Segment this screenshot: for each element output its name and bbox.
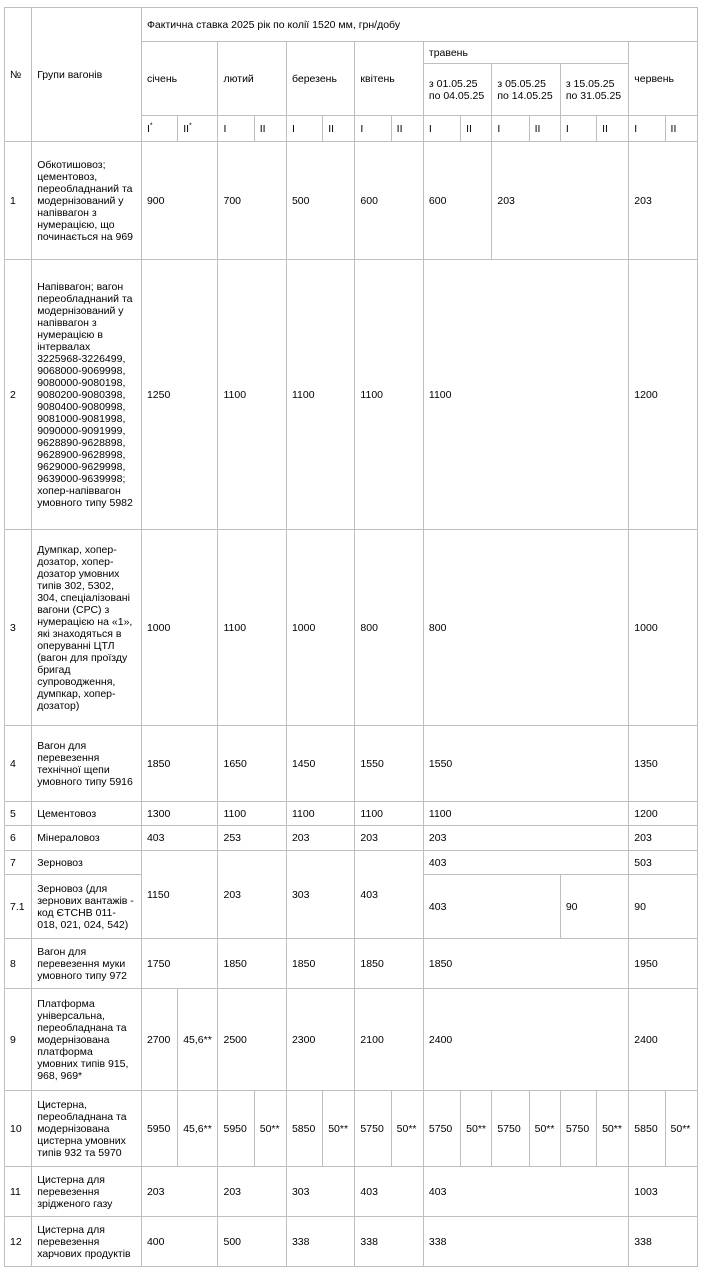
rate-may-period-1-I: 5750 — [423, 1091, 460, 1167]
header-sub-I: I — [218, 116, 254, 142]
rate-may: 1100 — [423, 260, 628, 530]
header-sub-II: II — [665, 116, 697, 142]
rate-feb: 253 — [218, 826, 286, 851]
header-num: № — [5, 8, 32, 142]
rate-jan: 1000 — [141, 530, 218, 726]
rate-jun: 90 — [629, 875, 698, 939]
header-sub-II: II — [391, 116, 423, 142]
rate-apr: 800 — [355, 530, 423, 726]
header-month-feb: лютий — [218, 42, 286, 116]
rate-may-period-1-II: 50** — [461, 1091, 492, 1167]
rate-jun: 338 — [629, 1217, 698, 1267]
rate-apr: 403 — [355, 851, 423, 939]
rate-jun: 1350 — [629, 726, 698, 802]
rate-apr: 1850 — [355, 939, 423, 989]
header-may-period-1: з 01.05.25 по 04.05.25 — [423, 64, 491, 116]
header-sub-II: II* — [178, 116, 218, 142]
footnote-star: * — [149, 122, 153, 129]
rate-may: 1850 — [423, 939, 628, 989]
rate-jun: 1000 — [629, 530, 698, 726]
row-group-name: Зерновоз (для зернових вантажів - код ЄТСНВ 011-018, 021, 024, 542) — [32, 875, 142, 939]
header-sub-I: I — [629, 116, 665, 142]
rate-mar: 1000 — [286, 530, 354, 726]
row-group-name: Напіввагон; вагон переобладнаний та модернізований у напіввагон з нумерацією в інтервалах 3225968-3226499, 9068000-9069998, 9080000-9080198, 9080200-9080398, 9080400-9080998, 9081000-9081998, 9090000-9091999, 9628890-9628898, 9628900-9628998, 9629000-9629998, 9639000-9639998; хопер-напіввагон умовного типу 5982 — [32, 260, 142, 530]
rate-may-period-3: 90 — [560, 875, 628, 939]
rate-jan: 1150 — [141, 851, 218, 939]
header-may-period-3: з 15.05.25 по 31.05.25 — [560, 64, 628, 116]
rate-jan: 1300 — [141, 802, 218, 826]
table-row — [5, 1091, 698, 1167]
rate-jun-I: 5850 — [629, 1091, 665, 1167]
table-row — [5, 939, 698, 989]
row-group-name: Мінераловоз — [32, 826, 142, 851]
header-sub-II: II — [529, 116, 560, 142]
row-num: 12 — [5, 1217, 32, 1267]
rate-feb: 1100 — [218, 802, 286, 826]
table-row — [5, 851, 698, 875]
row-group-name: Цистерна для перевезення зрідженого газу — [32, 1167, 142, 1217]
row-num: 3 — [5, 530, 32, 726]
rate-jun: 1003 — [629, 1167, 698, 1217]
rate-may: 203 — [423, 826, 628, 851]
rate-feb: 2500 — [218, 989, 286, 1091]
rate-jan-I: 5950 — [141, 1091, 177, 1167]
rate-mar: 2300 — [286, 989, 354, 1091]
rate-may: 403 — [423, 1167, 628, 1217]
header-sub-I: I — [423, 116, 460, 142]
rate-jun: 503 — [629, 851, 698, 875]
row-group-name: Платформа універсальна, переобладнана та модернізована платформа умовних типів 915, 968, 969* — [32, 989, 142, 1091]
rate-may: 1550 — [423, 726, 628, 802]
rate-may: 1100 — [423, 802, 628, 826]
row-group-name: Цистерна, переобладнана та модернізована цистерна умовних типів 932 та 5970 — [32, 1091, 142, 1167]
rate-apr-II: 50** — [391, 1091, 423, 1167]
table-row — [5, 802, 698, 826]
rate-may-period-3-II: 50** — [597, 1091, 629, 1167]
rates-table — [4, 7, 698, 1267]
rate-mar: 303 — [286, 1167, 354, 1217]
header-groups: Групи вагонів — [32, 8, 142, 142]
row-num: 10 — [5, 1091, 32, 1167]
rate-feb: 1100 — [218, 260, 286, 530]
rate-mar: 303 — [286, 851, 354, 939]
rate-feb: 1100 — [218, 530, 286, 726]
rate-may: 403 — [423, 851, 628, 875]
footnote-star: * — [189, 122, 192, 129]
header-month-mar: березень — [286, 42, 354, 116]
header-sub-I: I — [492, 116, 529, 142]
row-num: 1 — [5, 142, 32, 260]
rate-apr: 600 — [355, 142, 423, 260]
rate-may-period-2-II: 50** — [529, 1091, 560, 1167]
rate-apr: 1550 — [355, 726, 423, 802]
rate-apr: 2100 — [355, 989, 423, 1091]
rate-jun-II: 50** — [665, 1091, 697, 1167]
rate-apr: 1100 — [355, 260, 423, 530]
header-sub-II: II — [461, 116, 492, 142]
rate-mar-I: 5850 — [286, 1091, 322, 1167]
table-row — [5, 1217, 698, 1267]
header-month-apr: квітень — [355, 42, 423, 116]
row-num: 7 — [5, 851, 32, 875]
rate-mar: 203 — [286, 826, 354, 851]
rate-jan: 900 — [141, 142, 218, 260]
rate-apr: 1100 — [355, 802, 423, 826]
table-row — [5, 142, 698, 260]
rate-jun: 203 — [629, 142, 698, 260]
row-num: 9 — [5, 989, 32, 1091]
page-title: Фактична ставка 2025 рік по колії 1520 мм, грн/добу — [141, 8, 697, 42]
rate-jun: 1200 — [629, 802, 698, 826]
rate-apr-I: 5750 — [355, 1091, 391, 1167]
rate-jan: 1750 — [141, 939, 218, 989]
rate-mar-II: 50** — [323, 1091, 355, 1167]
row-group-name: Думпкар, хопер-дозатор, хопер-дозатор умовних типів 302, 5302, 304, спеціалізовані вагони (СРС) з нумерацією на «1», які знаходяться в оперуванні ЦТЛ (вагон для проїзду бригад супроводження, думпкар, хопер-дозатор) — [32, 530, 142, 726]
rate-feb: 1850 — [218, 939, 286, 989]
rate-jan-I: 2700 — [141, 989, 177, 1091]
rate-may-period-2-I: 5750 — [492, 1091, 529, 1167]
rate-jan-II: 45,6** — [178, 1091, 218, 1167]
rate-jan-II: 45,6** — [178, 989, 218, 1091]
rate-mar: 1450 — [286, 726, 354, 802]
header-sub-I: I — [355, 116, 391, 142]
rate-apr: 403 — [355, 1167, 423, 1217]
row-num: 7.1 — [5, 875, 32, 939]
header-sub-I: I — [560, 116, 596, 142]
rate-apr: 338 — [355, 1217, 423, 1267]
rate-jan: 1250 — [141, 260, 218, 530]
row-group-name: Зерновоз — [32, 851, 142, 875]
row-num: 4 — [5, 726, 32, 802]
table-row — [5, 1167, 698, 1217]
rate-jun: 1200 — [629, 260, 698, 530]
rate-may-period-1-2: 403 — [423, 875, 560, 939]
row-num: 6 — [5, 826, 32, 851]
table-row — [5, 726, 698, 802]
table-row — [5, 530, 698, 726]
header-month-jan: січень — [141, 42, 218, 116]
rate-may-period-1: 600 — [423, 142, 491, 260]
rate-may-period-2-3: 203 — [492, 142, 629, 260]
rate-feb: 203 — [218, 1167, 286, 1217]
rate-mar: 1850 — [286, 939, 354, 989]
rate-jun: 203 — [629, 826, 698, 851]
rate-jan: 203 — [141, 1167, 218, 1217]
rate-jan: 403 — [141, 826, 218, 851]
row-num: 2 — [5, 260, 32, 530]
header-sub-I: I — [286, 116, 322, 142]
row-group-name: Цистерна для перевезення харчових продуктів — [32, 1217, 142, 1267]
row-num: 8 — [5, 939, 32, 989]
rate-feb-II: 50** — [254, 1091, 286, 1167]
rate-jun: 2400 — [629, 989, 698, 1091]
row-group-name: Цементовоз — [32, 802, 142, 826]
header-may-period-2: з 05.05.25 по 14.05.25 — [492, 64, 560, 116]
row-num: 5 — [5, 802, 32, 826]
rate-feb: 500 — [218, 1217, 286, 1267]
header-sub-I: I* — [141, 116, 177, 142]
rate-feb: 203 — [218, 851, 286, 939]
row-group-name: Вагон для перевезення муки умовного типу 972 — [32, 939, 142, 989]
header-sub-II: II — [597, 116, 629, 142]
rate-jan: 400 — [141, 1217, 218, 1267]
rate-may: 2400 — [423, 989, 628, 1091]
table-row — [5, 826, 698, 851]
table-row — [5, 260, 698, 530]
rate-may: 338 — [423, 1217, 628, 1267]
rate-jun: 1950 — [629, 939, 698, 989]
row-num: 11 — [5, 1167, 32, 1217]
rate-feb: 700 — [218, 142, 286, 260]
header-sub-II: II — [323, 116, 355, 142]
rate-mar: 1100 — [286, 802, 354, 826]
rate-jan: 1850 — [141, 726, 218, 802]
table-row — [5, 989, 698, 1091]
rate-may: 800 — [423, 530, 628, 726]
rate-mar: 338 — [286, 1217, 354, 1267]
rate-feb: 1650 — [218, 726, 286, 802]
rate-may-period-3-I: 5750 — [560, 1091, 596, 1167]
row-group-name: Обкотишовоз; цементовоз, переобладнаний та модернізований у напіввагон з нумерацією, що починається на 969 — [32, 142, 142, 260]
header-month-jun: червень — [629, 42, 698, 116]
header-month-may: травень — [423, 42, 628, 64]
rate-apr: 203 — [355, 826, 423, 851]
rate-feb-I: 5950 — [218, 1091, 254, 1167]
row-group-name: Вагон для перевезення технічної щепи умовного типу 5916 — [32, 726, 142, 802]
header-sub-II: II — [254, 116, 286, 142]
rate-mar: 500 — [286, 142, 354, 260]
rate-mar: 1100 — [286, 260, 354, 530]
